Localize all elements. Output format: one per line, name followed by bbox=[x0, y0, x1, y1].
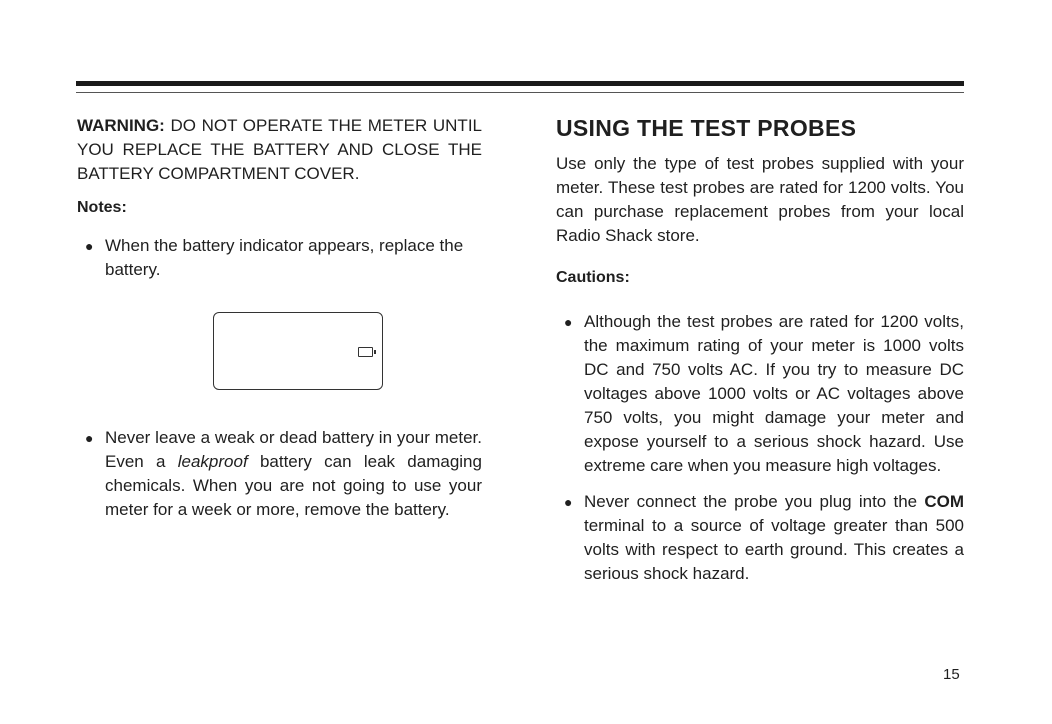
caution-text-end: terminal to a source of voltage greater than 500 volts with respect to earth ground. This creates a serious shock hazard. bbox=[584, 516, 964, 583]
right-column bbox=[556, 114, 964, 586]
cautions-list bbox=[556, 310, 964, 586]
left-column bbox=[77, 114, 482, 522]
caution-item bbox=[556, 490, 964, 586]
low-battery-icon bbox=[358, 347, 373, 357]
warning-paragraph bbox=[77, 114, 482, 186]
lcd-display-illustration bbox=[213, 312, 383, 390]
warning-label: WARNING: bbox=[77, 116, 165, 135]
bullet-icon: ● bbox=[85, 238, 94, 254]
caution-text: Although the test probes are rated for 1200 volts, the maximum rating of your meter is 1000 volts DC and 750 volts AC. If you try to measure DC voltages above 1000 volts or AC voltages above 750 volts, you might damage your meter and expose yourself to a serious shock hazard. Use extreme care when you measure high voltages. bbox=[584, 312, 964, 475]
header-rule-thin bbox=[76, 92, 964, 93]
bullet-icon: ● bbox=[564, 314, 573, 330]
bullet-icon: ● bbox=[85, 430, 94, 446]
note-item bbox=[77, 234, 482, 390]
intro-paragraph: Use only the type of test probes supplied with your meter. These test probes are rated for 1200 volts. You can purchase replacement probes from your local Radio Shack store. bbox=[556, 154, 964, 245]
cautions-heading: Cautions: bbox=[556, 269, 630, 286]
note-text-start: Never leave a weak or dead battery in your meter. Even a bbox=[105, 428, 482, 471]
note-text-end: battery can leak damaging chemicals. When you are not going to use your meter for a week or more, remove the battery. bbox=[105, 452, 482, 519]
caution-text-start: Never connect the probe you plug into the bbox=[584, 492, 918, 511]
caution-item bbox=[556, 310, 964, 478]
warning-text: DO NOT OPERATE THE METER UNTIL YOU REPLACE THE BATTERY AND CLOSE THE BATTERY COMPARTMENT COVER. bbox=[77, 116, 482, 183]
notes-heading: Notes: bbox=[77, 199, 127, 216]
com-terminal-label: COM bbox=[924, 492, 964, 511]
note-emphasis: leakproof bbox=[177, 452, 248, 471]
section-title: USING THE TEST PROBES bbox=[556, 115, 857, 141]
notes-list bbox=[77, 234, 482, 522]
note-text: When the battery indicator appears, replace the battery. bbox=[105, 236, 464, 279]
page-number: 15 bbox=[943, 666, 960, 683]
note-item bbox=[77, 426, 482, 522]
header-rule-thick bbox=[76, 81, 964, 86]
bullet-icon: ● bbox=[564, 494, 573, 510]
